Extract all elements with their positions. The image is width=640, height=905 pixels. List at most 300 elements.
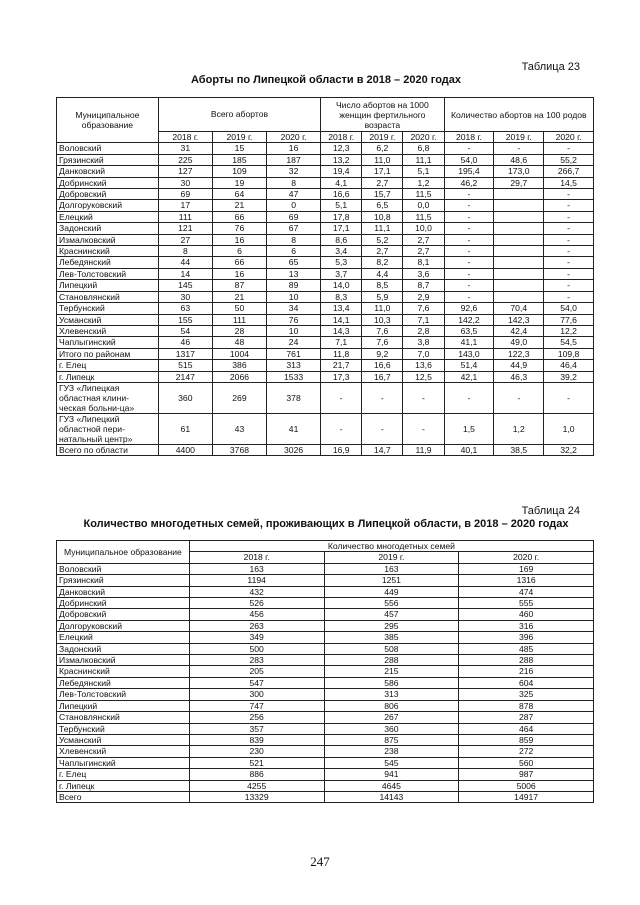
row-label: ГУЗ «Липецкий областной пери-натальный центр» (57, 413, 159, 444)
table-cell: 747 (189, 700, 324, 711)
row-label: Данковский (57, 166, 159, 177)
header-per-1000-women: Число абортов на 1000 женщин фертильного возраста (321, 98, 444, 132)
row-label: Измалковский (57, 655, 190, 666)
table-cell: 6,5 (362, 200, 403, 211)
table-cell: 313 (267, 360, 321, 371)
table-row (57, 620, 594, 631)
row-label: Добровский (57, 609, 190, 620)
table-cell: 14,3 (321, 325, 362, 336)
table-row (57, 371, 594, 382)
table-cell: - (444, 223, 494, 234)
table-cell: 3,8 (403, 337, 444, 348)
table-cell: 173,0 (494, 166, 544, 177)
table-cell: - (494, 382, 544, 413)
table-row (57, 291, 594, 302)
table-cell: 604 (459, 677, 594, 688)
row-label: Итого по районам (57, 348, 159, 359)
row-label: г. Липецк (57, 371, 159, 382)
table-cell: 63 (158, 303, 212, 314)
table-cell: 1,5 (444, 413, 494, 444)
table-cell (494, 280, 544, 291)
table-row (57, 746, 594, 757)
table-cell: - (444, 143, 494, 154)
table-row (57, 154, 594, 165)
table-row (57, 348, 594, 359)
table-cell: 14917 (459, 791, 594, 802)
table-cell: 2,7 (403, 246, 444, 257)
row-label: Елецкий (57, 632, 190, 643)
table-cell: - (444, 268, 494, 279)
table-cell: 396 (459, 632, 594, 643)
row-label: Грязинский (57, 154, 159, 165)
table-row (57, 598, 594, 609)
year-header: 2019 г. (362, 132, 403, 143)
year-header: 2019 г. (324, 552, 459, 563)
row-label: Усманский (57, 734, 190, 745)
table-cell: 555 (459, 598, 594, 609)
row-label: Хлевенский (57, 325, 159, 336)
table-cell: 2,7 (403, 234, 444, 245)
table-cell: 8 (267, 234, 321, 245)
table-cell: 545 (324, 757, 459, 768)
header-per-100-births: Количество абортов на 100 родов (444, 98, 593, 132)
row-label: Измалковский (57, 234, 159, 245)
table-row (57, 700, 594, 711)
table-cell: 1,2 (403, 177, 444, 188)
table-cell: 9,2 (362, 348, 403, 359)
table-cell: 6 (212, 246, 266, 257)
table-cell: 2,7 (362, 177, 403, 188)
table-cell: 385 (324, 632, 459, 643)
table-cell: 941 (324, 769, 459, 780)
table-cell: 3,6 (403, 268, 444, 279)
table-cell: 48,6 (494, 154, 544, 165)
table-cell: 2147 (158, 371, 212, 382)
table-cell: 283 (189, 655, 324, 666)
row-label: Чаплыгинский (57, 337, 159, 348)
table-cell: 14,1 (321, 314, 362, 325)
table-cell: 7,6 (403, 303, 444, 314)
year-header: 2019 г. (494, 132, 544, 143)
table-cell: 54,0 (444, 154, 494, 165)
table-cell: 6,8 (403, 143, 444, 154)
table-cell: 109,8 (544, 348, 594, 359)
table-cell: 7,1 (403, 314, 444, 325)
table-cell: 12,2 (544, 325, 594, 336)
table-cell: 4,4 (362, 268, 403, 279)
table-24-label: Таблица 24 (521, 505, 580, 517)
table-cell: 55,2 (544, 154, 594, 165)
table-cell (494, 257, 544, 268)
table-cell: 839 (189, 734, 324, 745)
table-cell: 8,5 (362, 280, 403, 291)
table-cell: 19,4 (321, 166, 362, 177)
table-cell: 14 (158, 268, 212, 279)
table-cell: 169 (459, 563, 594, 574)
table-row (57, 257, 594, 268)
table-cell: 11,8 (321, 348, 362, 359)
table-cell: 16 (212, 268, 266, 279)
table-cell: 238 (324, 746, 459, 757)
table-row (57, 223, 594, 234)
table-cell: 44,9 (494, 360, 544, 371)
table-cell: 69 (158, 189, 212, 200)
table-cell: - (544, 223, 594, 234)
table-cell: 859 (459, 734, 594, 745)
table-cell: 14143 (324, 791, 459, 802)
table-cell: 8 (158, 246, 212, 257)
table-cell: 48 (212, 337, 266, 348)
large-families-table (56, 540, 594, 803)
table-cell: 1004 (212, 348, 266, 359)
table-row (57, 563, 594, 574)
table-row (57, 643, 594, 654)
table-cell: - (444, 189, 494, 200)
year-header: 2018 г. (321, 132, 362, 143)
table-cell: - (444, 382, 494, 413)
table-cell: 27 (158, 234, 212, 245)
large-families-table-body (57, 563, 594, 803)
table-cell: 24 (267, 337, 321, 348)
table-cell: 77,6 (544, 314, 594, 325)
table-cell: - (321, 382, 362, 413)
table-row (57, 757, 594, 768)
table-cell: 8,7 (403, 280, 444, 291)
table-cell: 3,4 (321, 246, 362, 257)
table-cell: - (403, 413, 444, 444)
table-row (57, 575, 594, 586)
table-23-label: Таблица 23 (521, 61, 580, 73)
table-cell: 14,5 (544, 177, 594, 188)
table-cell: 11,1 (362, 223, 403, 234)
table-cell: 1251 (324, 575, 459, 586)
row-label: Липецкий (57, 700, 190, 711)
row-label: Добринский (57, 177, 159, 188)
table-cell: 17,1 (321, 223, 362, 234)
table-cell: 6 (267, 246, 321, 257)
table-cell: 66 (212, 211, 266, 222)
row-label: Лебедянский (57, 257, 159, 268)
table-cell: 8,6 (321, 234, 362, 245)
table-cell: 143,0 (444, 348, 494, 359)
table-cell: 54 (158, 325, 212, 336)
table-row (57, 723, 594, 734)
table-cell: 39,2 (544, 371, 594, 382)
table-cell: 521 (189, 757, 324, 768)
table-cell: - (544, 291, 594, 302)
table-cell: 349 (189, 632, 324, 643)
table-cell: 61 (158, 413, 212, 444)
table-cell: 32,2 (544, 444, 594, 455)
table-row (57, 734, 594, 745)
table-cell: 21 (212, 291, 266, 302)
table-cell: 50 (212, 303, 266, 314)
table-cell (494, 291, 544, 302)
table-cell: 1533 (267, 371, 321, 382)
table-cell: 272 (459, 746, 594, 757)
table-cell: 0,0 (403, 200, 444, 211)
table-cell: 3026 (267, 444, 321, 455)
table-row (57, 177, 594, 188)
table-row (57, 666, 594, 677)
table-cell: 5006 (459, 780, 594, 791)
table-cell: 13,4 (321, 303, 362, 314)
table-row (57, 337, 594, 348)
table-row (57, 769, 594, 780)
table-cell: - (444, 257, 494, 268)
table-cell: 288 (459, 655, 594, 666)
row-label: Хлевенский (57, 746, 190, 757)
table-cell: 7,6 (362, 325, 403, 336)
table-cell: 111 (158, 211, 212, 222)
table-cell: 295 (324, 620, 459, 631)
table-cell: 163 (324, 563, 459, 574)
year-header: 2020 г. (459, 552, 594, 563)
header-total-abortions: Всего абортов (158, 98, 320, 132)
row-label: Долгоруковский (57, 200, 159, 211)
year-header: 2018 г. (189, 552, 324, 563)
table-cell: 485 (459, 643, 594, 654)
table-cell: - (362, 382, 403, 413)
table-cell: 21 (212, 200, 266, 211)
row-label: Краснинский (57, 246, 159, 257)
table-cell: 886 (189, 769, 324, 780)
table-cell: 47 (267, 189, 321, 200)
table-cell: - (362, 413, 403, 444)
table-cell: 5,2 (362, 234, 403, 245)
table-cell: 31 (158, 143, 212, 154)
table-cell: 386 (212, 360, 266, 371)
table-cell: 4400 (158, 444, 212, 455)
total-row (57, 444, 594, 455)
table-cell: 263 (189, 620, 324, 631)
table-cell: 46,4 (544, 360, 594, 371)
table-row (57, 143, 594, 154)
table-cell: - (444, 211, 494, 222)
table-23-title: Аборты по Липецкой области в 2018 – 2020 годах (191, 74, 461, 86)
table-cell: 69 (267, 211, 321, 222)
page-number: 247 (310, 854, 330, 869)
table-cell (494, 223, 544, 234)
table-cell: 41 (267, 413, 321, 444)
table-cell: 17,1 (362, 166, 403, 177)
table-cell: 5,1 (321, 200, 362, 211)
table-cell: 92,6 (444, 303, 494, 314)
table-cell: 11,5 (403, 211, 444, 222)
table-cell: 46,3 (494, 371, 544, 382)
table-cell (494, 200, 544, 211)
table-cell: 51,4 (444, 360, 494, 371)
table-cell: 5,9 (362, 291, 403, 302)
row-label: Тербунский (57, 303, 159, 314)
table-cell: 3768 (212, 444, 266, 455)
table-cell: 42,4 (494, 325, 544, 336)
row-label: Краснинский (57, 666, 190, 677)
table-cell: 1194 (189, 575, 324, 586)
table-cell: 14,0 (321, 280, 362, 291)
table-row (57, 246, 594, 257)
table-cell: 6,2 (362, 143, 403, 154)
table-cell: 8 (267, 177, 321, 188)
row-label: Задонский (57, 223, 159, 234)
table-cell: 806 (324, 700, 459, 711)
table-cell: 313 (324, 689, 459, 700)
table-cell: - (544, 246, 594, 257)
row-label: Липецкий (57, 280, 159, 291)
table-cell: 32 (267, 166, 321, 177)
row-label: Добровский (57, 189, 159, 200)
table-cell: 357 (189, 723, 324, 734)
row-label: г. Елец (57, 769, 190, 780)
table-cell: - (444, 200, 494, 211)
table-cell: 54,5 (544, 337, 594, 348)
table-cell: 288 (324, 655, 459, 666)
row-label: Воловский (57, 563, 190, 574)
table-cell: 500 (189, 643, 324, 654)
row-label: Лев-Толстовский (57, 268, 159, 279)
table-cell: 205 (189, 666, 324, 677)
table-cell: 875 (324, 734, 459, 745)
table-cell: 230 (189, 746, 324, 757)
table-cell: 586 (324, 677, 459, 688)
table-cell: 5,3 (321, 257, 362, 268)
table-cell: 19 (212, 177, 266, 188)
table-cell: - (544, 189, 594, 200)
table-cell: - (544, 257, 594, 268)
table-cell: 12,5 (403, 371, 444, 382)
table-24-title: Количество многодетных семей, проживающих в Липецкой области, в 2018 – 2020 годах (83, 518, 569, 530)
table-cell: 66 (212, 257, 266, 268)
table-cell: 10,8 (362, 211, 403, 222)
table-row (57, 314, 594, 325)
row-label: Грязинский (57, 575, 190, 586)
table-cell: 8,1 (403, 257, 444, 268)
table-cell: 225 (158, 154, 212, 165)
table-row (57, 280, 594, 291)
table-cell: 14,7 (362, 444, 403, 455)
table-cell: 44 (158, 257, 212, 268)
table-cell: 121 (158, 223, 212, 234)
table-row (57, 780, 594, 791)
table-cell: 360 (324, 723, 459, 734)
table-cell: 142,2 (444, 314, 494, 325)
row-label: Становлянский (57, 712, 190, 723)
year-header: 2018 г. (444, 132, 494, 143)
table-cell: 16,6 (362, 360, 403, 371)
table-row (57, 689, 594, 700)
table-cell: 87 (212, 280, 266, 291)
table-cell: 17 (158, 200, 212, 211)
abortion-table (56, 97, 594, 456)
table-cell: 185 (212, 154, 266, 165)
table-cell: 46 (158, 337, 212, 348)
table-cell: - (544, 382, 594, 413)
table-cell: 0 (267, 200, 321, 211)
table-cell: 325 (459, 689, 594, 700)
row-label: Лебедянский (57, 677, 190, 688)
table-cell: 54,0 (544, 303, 594, 314)
table-cell: 269 (212, 382, 266, 413)
row-label: Данковский (57, 586, 190, 597)
year-header: 2020 г. (544, 132, 594, 143)
table-cell: 65 (267, 257, 321, 268)
table-cell: 216 (459, 666, 594, 677)
table-cell: 878 (459, 700, 594, 711)
table-cell (494, 234, 544, 245)
table-cell: 4255 (189, 780, 324, 791)
table-cell: 122,3 (494, 348, 544, 359)
table-cell: 17,8 (321, 211, 362, 222)
table-cell: 76 (267, 314, 321, 325)
table-cell (494, 268, 544, 279)
table-cell: - (544, 143, 594, 154)
table-cell: 10 (267, 291, 321, 302)
table-cell: 163 (189, 563, 324, 574)
table-row (57, 166, 594, 177)
table-cell: 42,1 (444, 371, 494, 382)
table-row (57, 586, 594, 597)
table-cell: 1316 (459, 575, 594, 586)
table-cell: 21,7 (321, 360, 362, 371)
table-cell: 761 (267, 348, 321, 359)
table-cell: - (444, 280, 494, 291)
table-row (57, 303, 594, 314)
table-row (57, 211, 594, 222)
table-cell: 449 (324, 586, 459, 597)
table-cell: 41,1 (444, 337, 494, 348)
table-cell: 13 (267, 268, 321, 279)
table-cell: 7,0 (403, 348, 444, 359)
table-cell: 30 (158, 291, 212, 302)
row-label: ГУЗ «Липецкая областная клини-ческая больни-ца» (57, 382, 159, 413)
table-cell: 111 (212, 314, 266, 325)
table-cell: 2,8 (403, 325, 444, 336)
table-cell: 7,1 (321, 337, 362, 348)
table-cell: 13,6 (403, 360, 444, 371)
table-cell: 300 (189, 689, 324, 700)
table-cell: 457 (324, 609, 459, 620)
table-cell: 432 (189, 586, 324, 597)
hospital-row (57, 413, 594, 444)
table-cell: 11,1 (403, 154, 444, 165)
row-label: Лев-Толстовский (57, 689, 190, 700)
table-cell: 40,1 (444, 444, 494, 455)
table-cell: 474 (459, 586, 594, 597)
table-cell: 1,2 (494, 413, 544, 444)
table-row (57, 712, 594, 723)
table-row (57, 791, 594, 802)
table-row (57, 632, 594, 643)
table-cell: 67 (267, 223, 321, 234)
table-row (57, 234, 594, 245)
table-cell: 11,0 (362, 303, 403, 314)
table-cell: 10,3 (362, 314, 403, 325)
table-cell: 16 (212, 234, 266, 245)
table-cell: 70,4 (494, 303, 544, 314)
row-label: г. Липецк (57, 780, 190, 791)
table-cell: 16 (267, 143, 321, 154)
table-cell: 195,4 (444, 166, 494, 177)
table-cell: 64 (212, 189, 266, 200)
row-label: Усманский (57, 314, 159, 325)
table-cell: - (321, 413, 362, 444)
table-cell: 547 (189, 677, 324, 688)
table-cell: 30 (158, 177, 212, 188)
table-cell: 215 (324, 666, 459, 677)
year-header: 2018 г. (158, 132, 212, 143)
table-cell: 515 (158, 360, 212, 371)
table-row (57, 200, 594, 211)
